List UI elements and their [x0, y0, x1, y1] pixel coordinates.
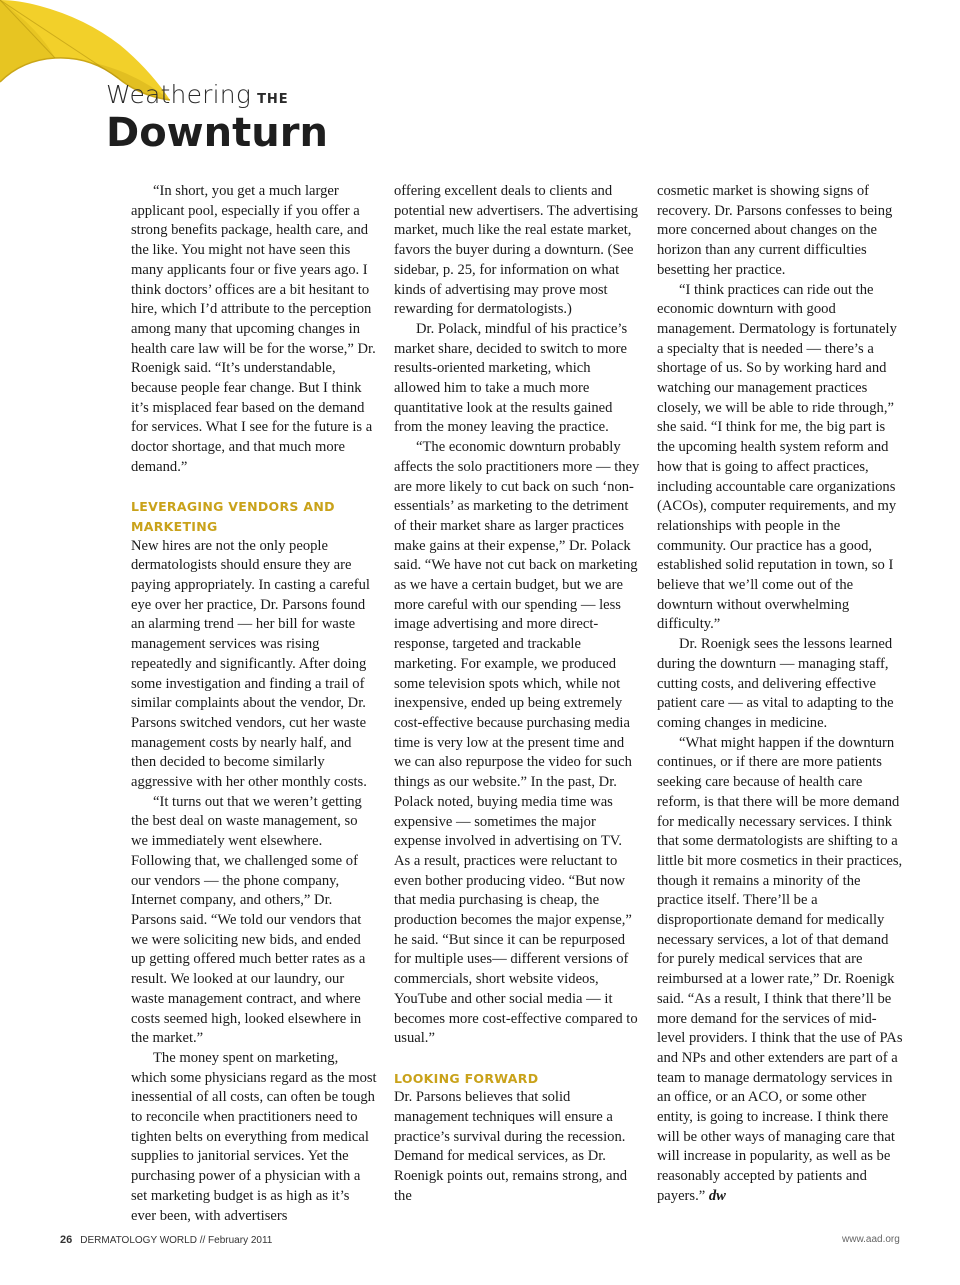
page-number: 26: [60, 1234, 73, 1246]
publication-name: DERMATOLOGY WORLD // February 2011: [80, 1235, 273, 1246]
footer-publication: [60, 1234, 272, 1246]
paragraph: “In short, you get a much larger applicant pool, especially if you offer a strong benefits package, health care, and the like. You might not have seen this many applicants four or five years ago. I think doctors’ offices are a bit hesitant to hire, which I’d attribute to the perception among many that upcoming changes in health care law will be for the worse,” Dr. Roenigk said. “It’s understandable, because people fear change. But I think it’s misplaced fear based on the demand for services. What I see for the future is a doctor shortage, and that much more demand.”: [131, 183, 376, 475]
title-downturn: Downturn: [106, 110, 328, 156]
title-weathering: Weathering: [106, 80, 252, 109]
paragraph: Dr. Polack, mindful of his practice’s market share, decided to switch to more results-oriented marketing, which allowed him to take a much more quantitative look at the results gained from the money leaving the practice.: [394, 320, 628, 436]
article-column-3: [657, 182, 903, 1207]
paragraph: The money spent on marketing, which some physicians regard as the most inessential of all costs, can often be tough to reconcile when practitioners need to tighten belts on everything from medical supplies to janitorial services. Yet the purchasing power of a physician with a set marketing budget is as high as it’s ever been, with advertisers: [131, 1049, 377, 1224]
article-column-2: [394, 182, 640, 1207]
section-heading-vendors-marketing: LEVERAGING VENDORS AND MARKETING: [131, 499, 335, 534]
paragraph: Dr. Roenigk sees the lessons learned during the downturn — managing staff, cutting costs, and delivering effective patient care — as vital to adapting to the coming changes in medicine.: [657, 636, 894, 731]
article-column-1: [131, 182, 377, 1226]
paragraph: “I think practices can ride out the economic downturn with good management. Dermatology is fortunately a specialty that is needed — there’s a shortage of us. So by working hard and watching our management practices closely, we will be able to ride through,” she said. “I think for me, the big part is the upcoming health system reform and how that is going to affect practices, including accountable care organizations (ACOs), computer requirements, and my relationships with people in the community. Our practice has a good, established solid reputation in town, so I believe that we’ll come out of the downturn without overwhelming difficulty.”: [657, 281, 897, 633]
paragraph-text: “What might happen if the downturn continues, or if there are more patients seeking care because of health care reform, is that there will be more demand for medically necessary services. I think that some dermatologists are shifting to a little bit more cosmetics in their practices, though it remains a minority of the practice itself. There’ll be a disproportionate demand for medically necessary services, a lot of that demand for purely medical services that are reimbursed at a lower rate,” Dr. Roenigk said. “As a result, I think that there’ll be more demand for the services of mid-level providers. I think that the use of PAs and NPs and other extenders are part of a team to manage dermatology services in an office, or an ACO, or some other entity, is going to increase. I think there will be other ways of managing care that will increase in popularity, as well as be reasonably accepted by patients and payers.”: [657, 734, 903, 1204]
section-heading-looking-forward: LOOKING FORWARD: [394, 1070, 539, 1086]
footer-website: www.aad.org: [842, 1234, 900, 1245]
paragraph: offering excellent deals to clients and potential new advertisers. The advertising market, much like the real estate market, favors the buyer during a downturn. (See sidebar, p. 25, for information on what kinds of advertising may prove most rewarding for dermatologists.): [394, 183, 639, 318]
end-signature: dw: [708, 1187, 726, 1204]
paragraph: “It turns out that we weren’t getting the best deal on waste management, so we immediately went elsewhere. Following that, we challenged some of our vendors — the phone company, Internet company, and others,” Dr. Parsons said. “We told our vendors that we were soliciting new bids, and ended up getting offered much better rates as a result. We looked at our laundry, our waste management contract, and where costs seemed high, looked elsewhere in the market.”: [131, 793, 366, 1047]
article-title: [106, 80, 328, 155]
paragraph: New hires are not the only people dermatologists should ensure they are paying appropriately. In casting a careful eye over her practice, Dr. Parsons found an alarming trend — her bill for waste management services was rising repeatedly and significantly. After doing some investigation and finding a trail of similar complaints about the vendor, Dr. Parsons switched vendors, cut her waste management costs by nearly half, and then decided to become similarly aggressive with her other monthly costs.: [131, 537, 370, 791]
title-the: THE: [257, 92, 289, 107]
paragraph: cosmetic market is showing signs of recovery. Dr. Parsons confesses to being more concerned about changes on the horizon than any current difficulties besetting her practice.: [657, 183, 893, 278]
paragraph: Dr. Parsons believes that solid management techniques will ensure a practice’s survival during the recession. Demand for medical services, as Dr. Roenigk points out, remains strong, and the: [394, 1089, 628, 1204]
paragraph: “The economic downturn probably affects the solo practitioners more — they are more likely to cut back on such ‘non-essentials’ as marketing to the detriment of their market share as larger practices make gains at their expense,” Dr. Polack said. “We have not cut back on marketing as we have a certain budget, but we are more careful with our spending — less image advertising and more direct-response, targeted and trackable marketing. For example, we produced some television spots which, while not inexpensive, ended up being extremely cost-effective because purchasing media time is very low at the present time and we can also repurpose the video for such things as our website.” In the past, Dr. Polack noted, buying media time was expensive — sometimes the major expense involved in advertising on TV. As a result, practices were reluctant to even bother producing video. “But now that media purchasing is cheap, the production becomes the major expense,” he said. “But since it can be repurposed for multiple uses— different versions of commercials, short website videos, YouTube and other social media — it becomes more cost-effective compared to usual.”: [394, 439, 640, 1047]
paragraph-final: [657, 734, 903, 1207]
